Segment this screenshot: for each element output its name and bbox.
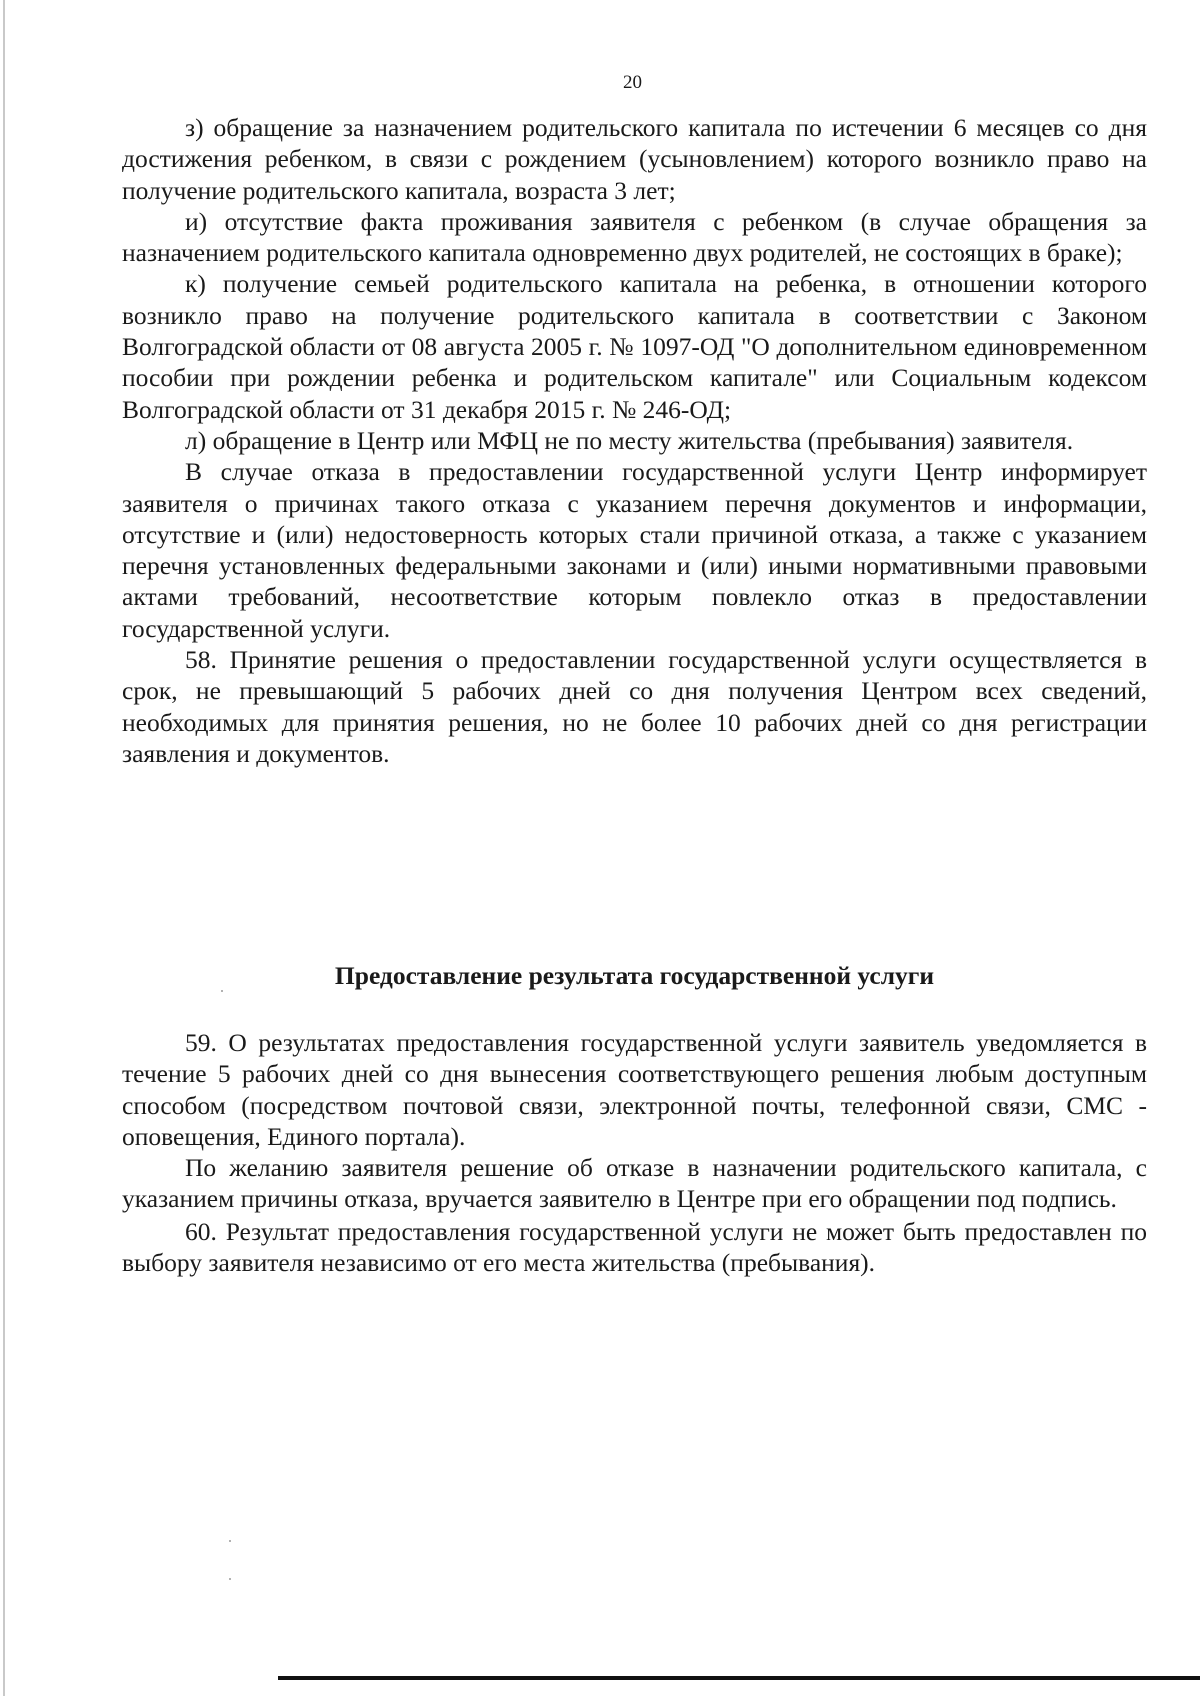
paragraph-item-z: з) обращение за назначением родительского капитала по истечении 6 месяцев со дня достижения ребенком, в связи с рождением (усыновлением) которого возникло право на получение родительского капитала, возраста 3 лет; <box>122 113 1147 205</box>
scan-speck <box>229 1578 231 1580</box>
scan-speck <box>229 1540 231 1542</box>
paragraph-item-l: л) обращение в Центр или МФЦ не по месту жительства (пребывания) заявителя. <box>185 425 1074 455</box>
paragraph-refusal-notice: В случае отказа в предоставлении государственной услуги Центр информирует заявителя о причинах такого отказа с указанием перечня документов и информации, отсутствие и (или) недостоверность которых стали причиной отказа, а также с указанием перечня установленных федеральными законами и (или) иными нормативными правовыми актами требований, несоответствие которым повлекло отказ в предоставлении государственной услуги. <box>122 457 1147 643</box>
scan-left-edge <box>3 0 5 1696</box>
paragraph-item-k: к) получение семьей родительского капитала на ребенка, в отношении которого возникло право на получение родительского капитала в соответствии с Законом Волгоградской области от 08 августа 2005 г. № 1097-ОД "О дополнительном единовременном пособии при рождении ребенка и родительском капитале" или Социальным кодексом Волгоградской области от 31 декабря 2015 г. № 246-ОД; <box>122 269 1147 424</box>
page-number: 20 <box>623 72 642 93</box>
section-heading: Предоставление результата государственной услуги <box>334 961 935 990</box>
bottom-rule-line <box>278 1676 1200 1680</box>
paragraph-60: 60. Результат предоставления государственной услуги не может быть предоставлен по выбору заявителя независимо от его места жительства (пребывания). <box>122 1216 1147 1278</box>
paragraph-item-i: и) отсутствие факта проживания заявителя с ребенком (в случае обращения за назначением родительского капитала одновременно двух родителей, не состоящих в браке); <box>122 206 1147 268</box>
body-text-top <box>122 112 1147 769</box>
body-text-bottom <box>122 1027 1147 1278</box>
paragraph-refusal-delivery: По желанию заявителя решение об отказе в назначении родительского капитала, с указанием причины отказа, вручается заявителю в Центре при его обращении под подпись. <box>122 1153 1147 1214</box>
paragraph-59: 59. О результатах предоставления государственной услуги заявитель уведомляется в течение 5 рабочих дней со дня вынесения соответствующего решения любым доступным способом (посредством почтовой связи, электронной почты, телефонной связи, СМС - оповещения, Единого портала). <box>122 1028 1147 1151</box>
scan-speck <box>221 990 223 992</box>
paragraph-58: 58. Принятие решения о предоставлении государственной услуги осуществляется в срок, не превышающий 5 рабочих дней со дня получения Центром всех сведений, необходимых для принятия решения, но не более 10 рабочих дней со дня регистрации заявления и документов. <box>122 645 1147 768</box>
